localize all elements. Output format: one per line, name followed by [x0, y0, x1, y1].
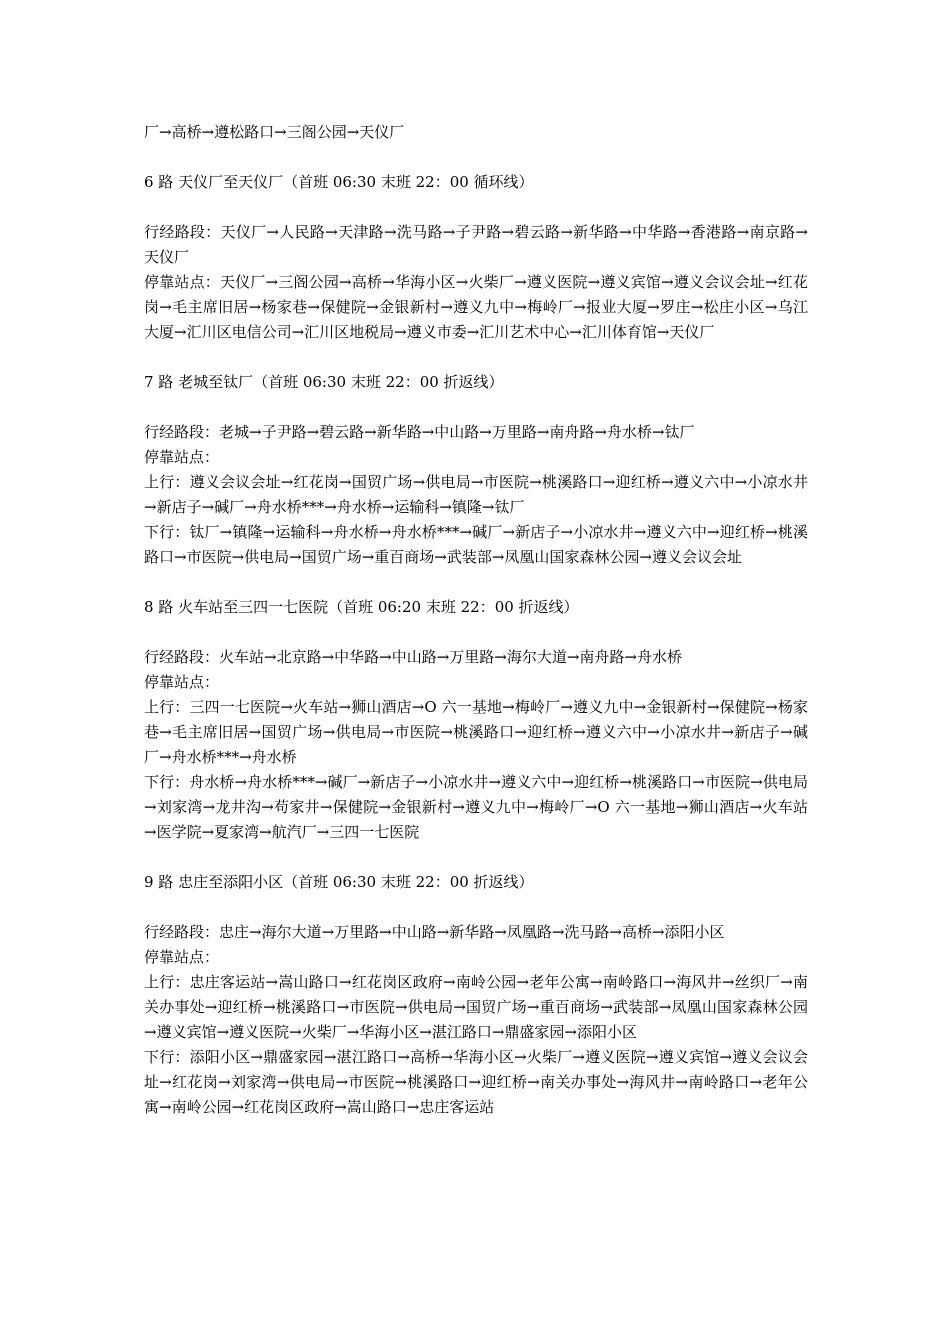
route-7-down: 下行：钛厂→镇隆→运输科→舟水桥→舟水桥***→碱厂→新店子→小凉水井→遵义六中→迎红桥→桃溪路口→市医院→供电局→国贸广场→重百商场→武装部→凤凰山国家森林公园→遵义会议会址	[144, 523, 808, 566]
intro-tail-text: 厂→高桥→遵松路口→三阁公园→天仪厂	[144, 123, 405, 141]
route-6-heading: 6 路 天仪厂至天仪厂（首班 06:30 末班 22：00 循环线）	[144, 173, 534, 191]
route-8-path: 行经路段：火车站→北京路→中华路→中山路→万里路→海尔大道→南舟路→舟水桥	[144, 648, 682, 666]
route-8-down: 下行：舟水桥→舟水桥***→碱厂→新店子→小凉水井→遵义六中→迎红桥→桃溪路口→市医院→供电局→刘家湾→龙井沟→苟家井→保健院→金银新村→遵义九中→梅岭厂→O 六一基地→狮山酒店→火车站→医学院→夏家湾→航汽厂→三四一七医院	[144, 773, 808, 841]
route-9-heading: 9 路 忠庄至添阳小区（首班 06:30 末班 22：00 折返线）	[144, 873, 534, 891]
route-6-path: 行经路段：天仪厂→人民路→天津路→洗马路→子尹路→碧云路→新华路→中华路→香港路→南京路→天仪厂	[144, 223, 808, 266]
route-7-path: 行经路段：老城→子尹路→碧云路→新华路→中山路→万里路→南舟路→舟水桥→钛厂	[144, 423, 695, 441]
route-9-path: 行经路段：忠庄→海尔大道→万里路→中山路→新华路→凤凰路→洗马路→高桥→添阳小区	[144, 923, 725, 941]
document-page	[144, 120, 808, 1120]
route-6-stops: 停靠站点：天仪厂→三阁公园→高桥→华海小区→火柴厂→遵义医院→遵义宾馆→遵义会议会址→红花岗→毛主席旧居→杨家巷→保健院→金银新村→遵义九中→梅岭厂→报业大厦→罗庄→松庄小区→乌江大厦→汇川区电信公司→汇川区地税局→遵义市委→汇川艺术中心→汇川体育馆→天仪厂	[144, 273, 808, 341]
route-8-stops-label: 停靠站点：	[144, 673, 220, 691]
spacer	[144, 395, 808, 420]
spacer	[144, 345, 808, 370]
route-7-up: 上行：遵义会议会址→红花岗→国贸广场→供电局→市医院→桃溪路口→迎红桥→遵义六中→小凉水井→新店子→碱厂→舟水桥***→舟水桥→运输科→镇隆→钛厂	[144, 473, 808, 516]
spacer	[144, 620, 808, 645]
route-7-heading: 7 路 老城至钛厂（首班 06:30 末班 22：00 折返线）	[144, 373, 504, 391]
spacer	[144, 195, 808, 220]
route-8-up: 上行：三四一七医院→火车站→狮山酒店→O 六一基地→梅岭厂→遵义九中→金银新村→保健院→杨家巷→毛主席旧居→国贸广场→供电局→市医院→桃溪路口→迎红桥→遵义六中→小凉水井→新店子→碱厂→舟水桥***→舟水桥	[144, 698, 808, 766]
route-8-heading: 8 路 火车站至三四一七医院（首班 06:20 末班 22：00 折返线）	[144, 598, 579, 616]
route-7-stops-label: 停靠站点：	[144, 448, 220, 466]
spacer	[144, 895, 808, 920]
route-9-down: 下行：添阳小区→鼎盛家园→湛江路口→高桥→华海小区→火柴厂→遵义医院→遵义宾馆→遵义会议会址→红花岗→刘家湾→供电局→市医院→桃溪路口→迎红桥→南关办事处→海风井→南岭路口→老年公寓→南岭公园→红花岗区政府→嵩山路口→忠庄客运站	[144, 1048, 808, 1116]
spacer	[144, 570, 808, 595]
spacer	[144, 145, 808, 170]
route-9-stops-label: 停靠站点：	[144, 948, 220, 966]
spacer	[144, 845, 808, 870]
route-9-up: 上行：忠庄客运站→嵩山路口→红花岗区政府→南岭公园→老年公寓→南岭路口→海风井→丝织厂→南关办事处→迎红桥→桃溪路口→市医院→供电局→国贸广场→重百商场→武装部→凤凰山国家森林公园→遵义宾馆→遵义医院→火柴厂→华海小区→湛江路口→鼎盛家园→添阳小区	[144, 973, 808, 1041]
